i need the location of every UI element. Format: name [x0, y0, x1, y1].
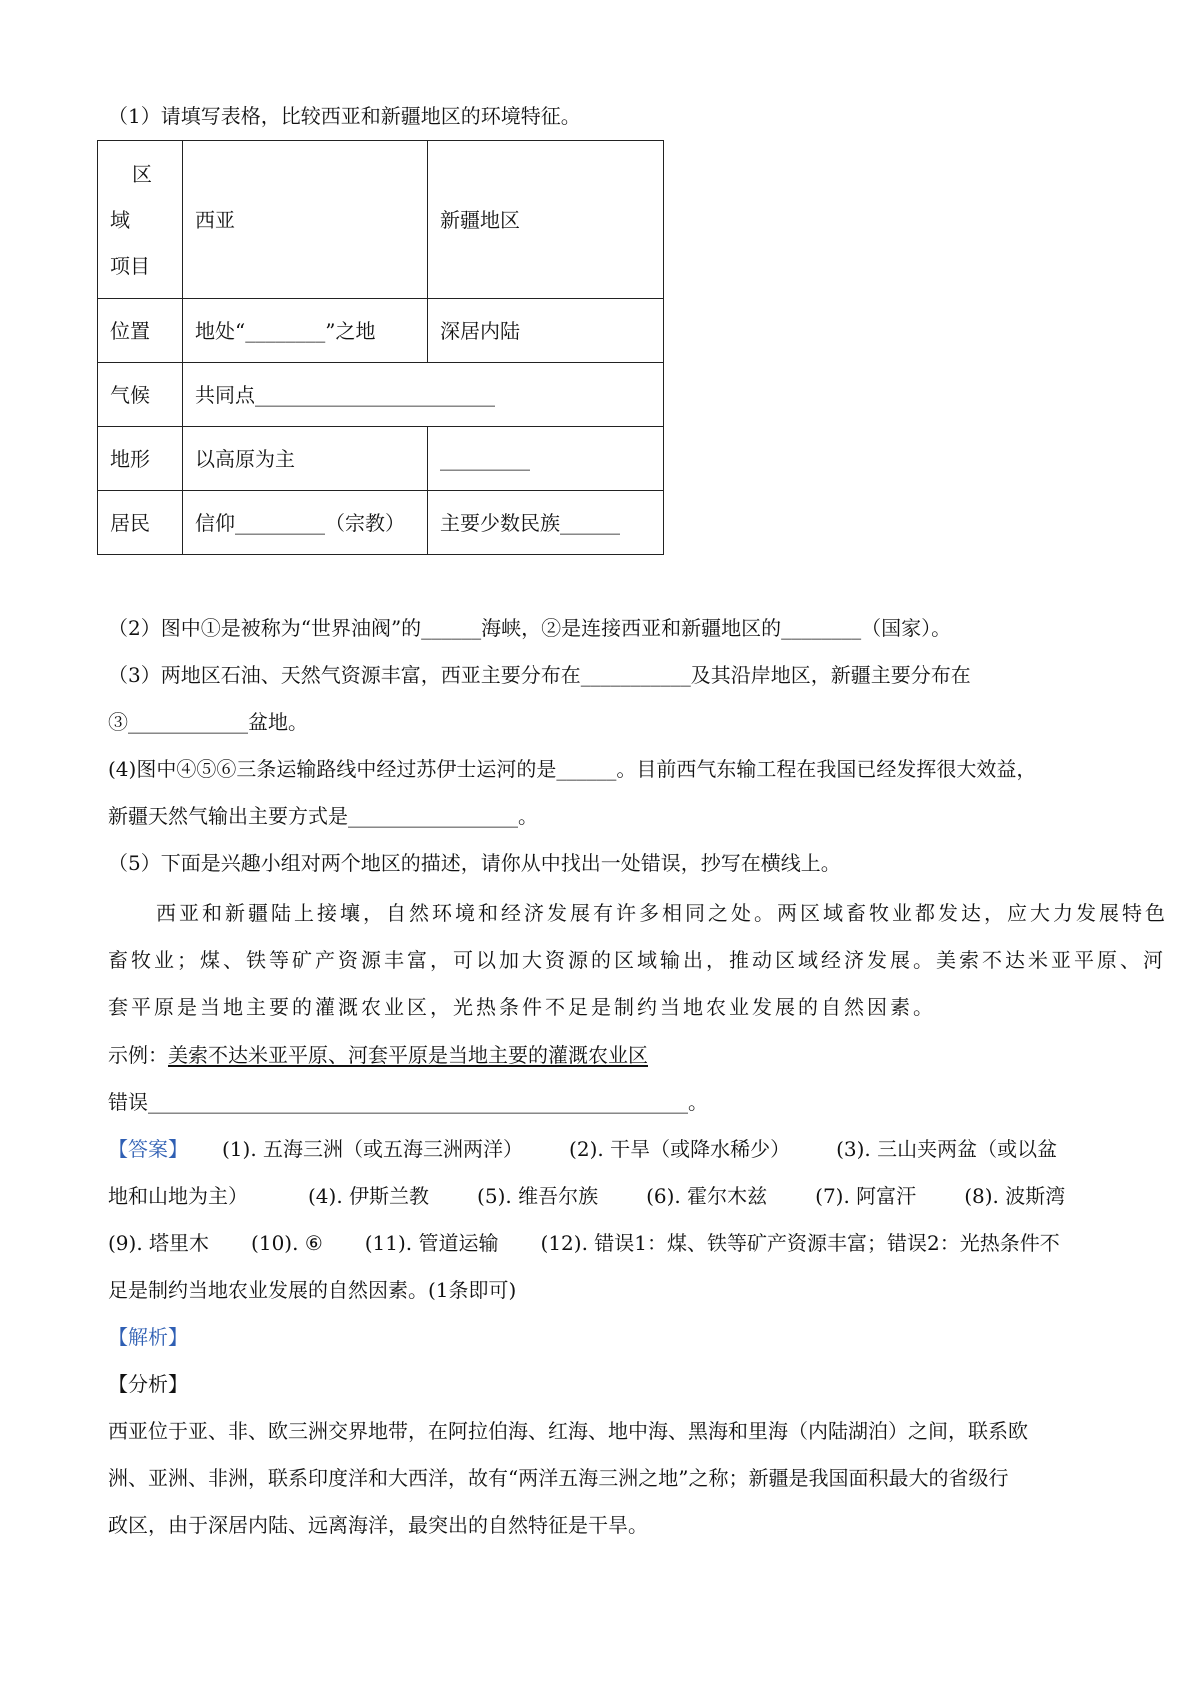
- table-header-row: [98, 141, 664, 299]
- table-row: [98, 427, 664, 491]
- example-label: 示例：: [108, 1043, 168, 1067]
- answer-item: (4). 伊斯兰教: [308, 1184, 430, 1208]
- table-row: [98, 299, 664, 363]
- answer-item: (12). 错误1：煤、铁等矿产资源丰富；错误2：光热条件不: [540, 1231, 1060, 1255]
- row-label: 位置: [98, 299, 183, 363]
- table-cell: 信仰_________（宗教）: [183, 491, 428, 555]
- error-answer-line: 错误______________________________________________________。: [108, 1090, 708, 1114]
- analysis-label: 【解析】: [108, 1325, 188, 1349]
- answer-item: (10). ⑥: [251, 1231, 323, 1255]
- fenxi-label: 【分析】: [108, 1372, 188, 1396]
- answer-item: (11). 管道运输: [364, 1231, 499, 1255]
- answer-item: (3). 三山夹两盆（或以盆: [836, 1137, 1058, 1161]
- table-row: [98, 363, 664, 427]
- row-label: 居民: [98, 491, 183, 555]
- row-label: 气候: [98, 363, 183, 427]
- analysis-line-1: 西亚位于亚、非、欧三洲交界地带，在阿拉伯海、红海、地中海、黑海和里海（内陆湖泊）之间，联系欧: [108, 1419, 1028, 1443]
- answer-item: (9). 塔里木: [108, 1231, 210, 1255]
- answers-line-4: 足是制约当地农业发展的自然因素。(1条即可): [108, 1278, 517, 1302]
- question-3-line-1: （3）两地区石油、天然气资源丰富，西亚主要分布在___________及其沿岸地区，新疆主要分布在: [108, 663, 971, 687]
- answer-label: 【答案】: [108, 1137, 188, 1161]
- table-corner-cell: [98, 141, 183, 299]
- passage-line-2: 畜牧业；煤、铁等矿产资源丰富，可以加大资源的区域输出，推动区域经济发展。美索不达米亚平原、河: [108, 948, 1166, 972]
- table-row: [98, 491, 664, 555]
- answer-item: (1). 五海三洲（或五海三洲两洋）: [222, 1137, 524, 1161]
- answer-item: (5). 维吾尔族: [477, 1184, 599, 1208]
- analysis-line-3: 政区，由于深居内陆、远离海洋，最突出的自然特征是干旱。: [108, 1513, 648, 1537]
- answer-item: (6). 霍尔木兹: [646, 1184, 768, 1208]
- example-text: 美索不达米亚平原、河套平原是当地主要的灌溉农业区: [168, 1043, 648, 1067]
- answer-item: 地和山地为主）: [108, 1184, 248, 1208]
- table-cell: 主要少数民族______: [428, 491, 664, 555]
- table-cell: 以高原为主: [183, 427, 428, 491]
- question-5: （5）下面是兴趣小组对两个地区的描述，请你从中找出一处错误，抄写在横线上。: [108, 851, 841, 875]
- answers-line-2: [108, 1181, 1065, 1211]
- comparison-table: [97, 140, 664, 555]
- question-3-line-2: ③____________盆地。: [108, 710, 308, 734]
- corner-text-xiangmu: 项目: [110, 253, 150, 278]
- question-2: （2）图中①是被称为“世界油阀”的______海峡，②是连接西亚和新疆地区的________（国家）。: [108, 616, 952, 640]
- table-cell: _________: [428, 427, 664, 491]
- table-cell: 地处“________”之地: [183, 299, 428, 363]
- header-xiya: 西亚: [183, 141, 428, 299]
- corner-text-yu: 域: [110, 207, 130, 232]
- question-4-line-2: 新疆天然气输出主要方式是_________________。: [108, 804, 538, 828]
- table-cell: 深居内陆: [428, 299, 664, 363]
- row-label: 地形: [98, 427, 183, 491]
- answers-line-1: [108, 1134, 1057, 1164]
- question-4-line-1: (4)图中④⑤⑥三条运输路线中经过苏伊士运河的是______。目前西气东输工程在我国已经发挥很大效益，: [108, 757, 1037, 781]
- analysis-line-2: 洲、亚洲、非洲，联系印度洋和大西洋，故有“两洋五海三洲之地”之称；新疆是我国面积最大的省级行: [108, 1466, 1009, 1490]
- passage-line-1: 西亚和新疆陆上接壤，自然环境和经济发展有许多相同之处。两区域畜牧业都发达，应大力发展特色: [156, 901, 1168, 925]
- answer-item: (2). 干旱（或降水稀少）: [569, 1137, 791, 1161]
- header-xinjiang: 新疆地区: [428, 141, 664, 299]
- passage-line-3: 套平原是当地主要的灌溉农业区，光热条件不足是制约当地农业发展的自然因素。: [108, 995, 936, 1019]
- answer-item: (7). 阿富汗: [815, 1184, 917, 1208]
- question-1: （1）请填写表格，比较西亚和新疆地区的环境特征。: [108, 104, 581, 128]
- corner-text-qu: 区: [132, 161, 152, 186]
- answer-item: (8). 波斯湾: [964, 1184, 1066, 1208]
- table-cell-merged: 共同点________________________: [183, 363, 664, 427]
- example-line: [108, 1040, 648, 1070]
- answers-line-3: [108, 1228, 1060, 1258]
